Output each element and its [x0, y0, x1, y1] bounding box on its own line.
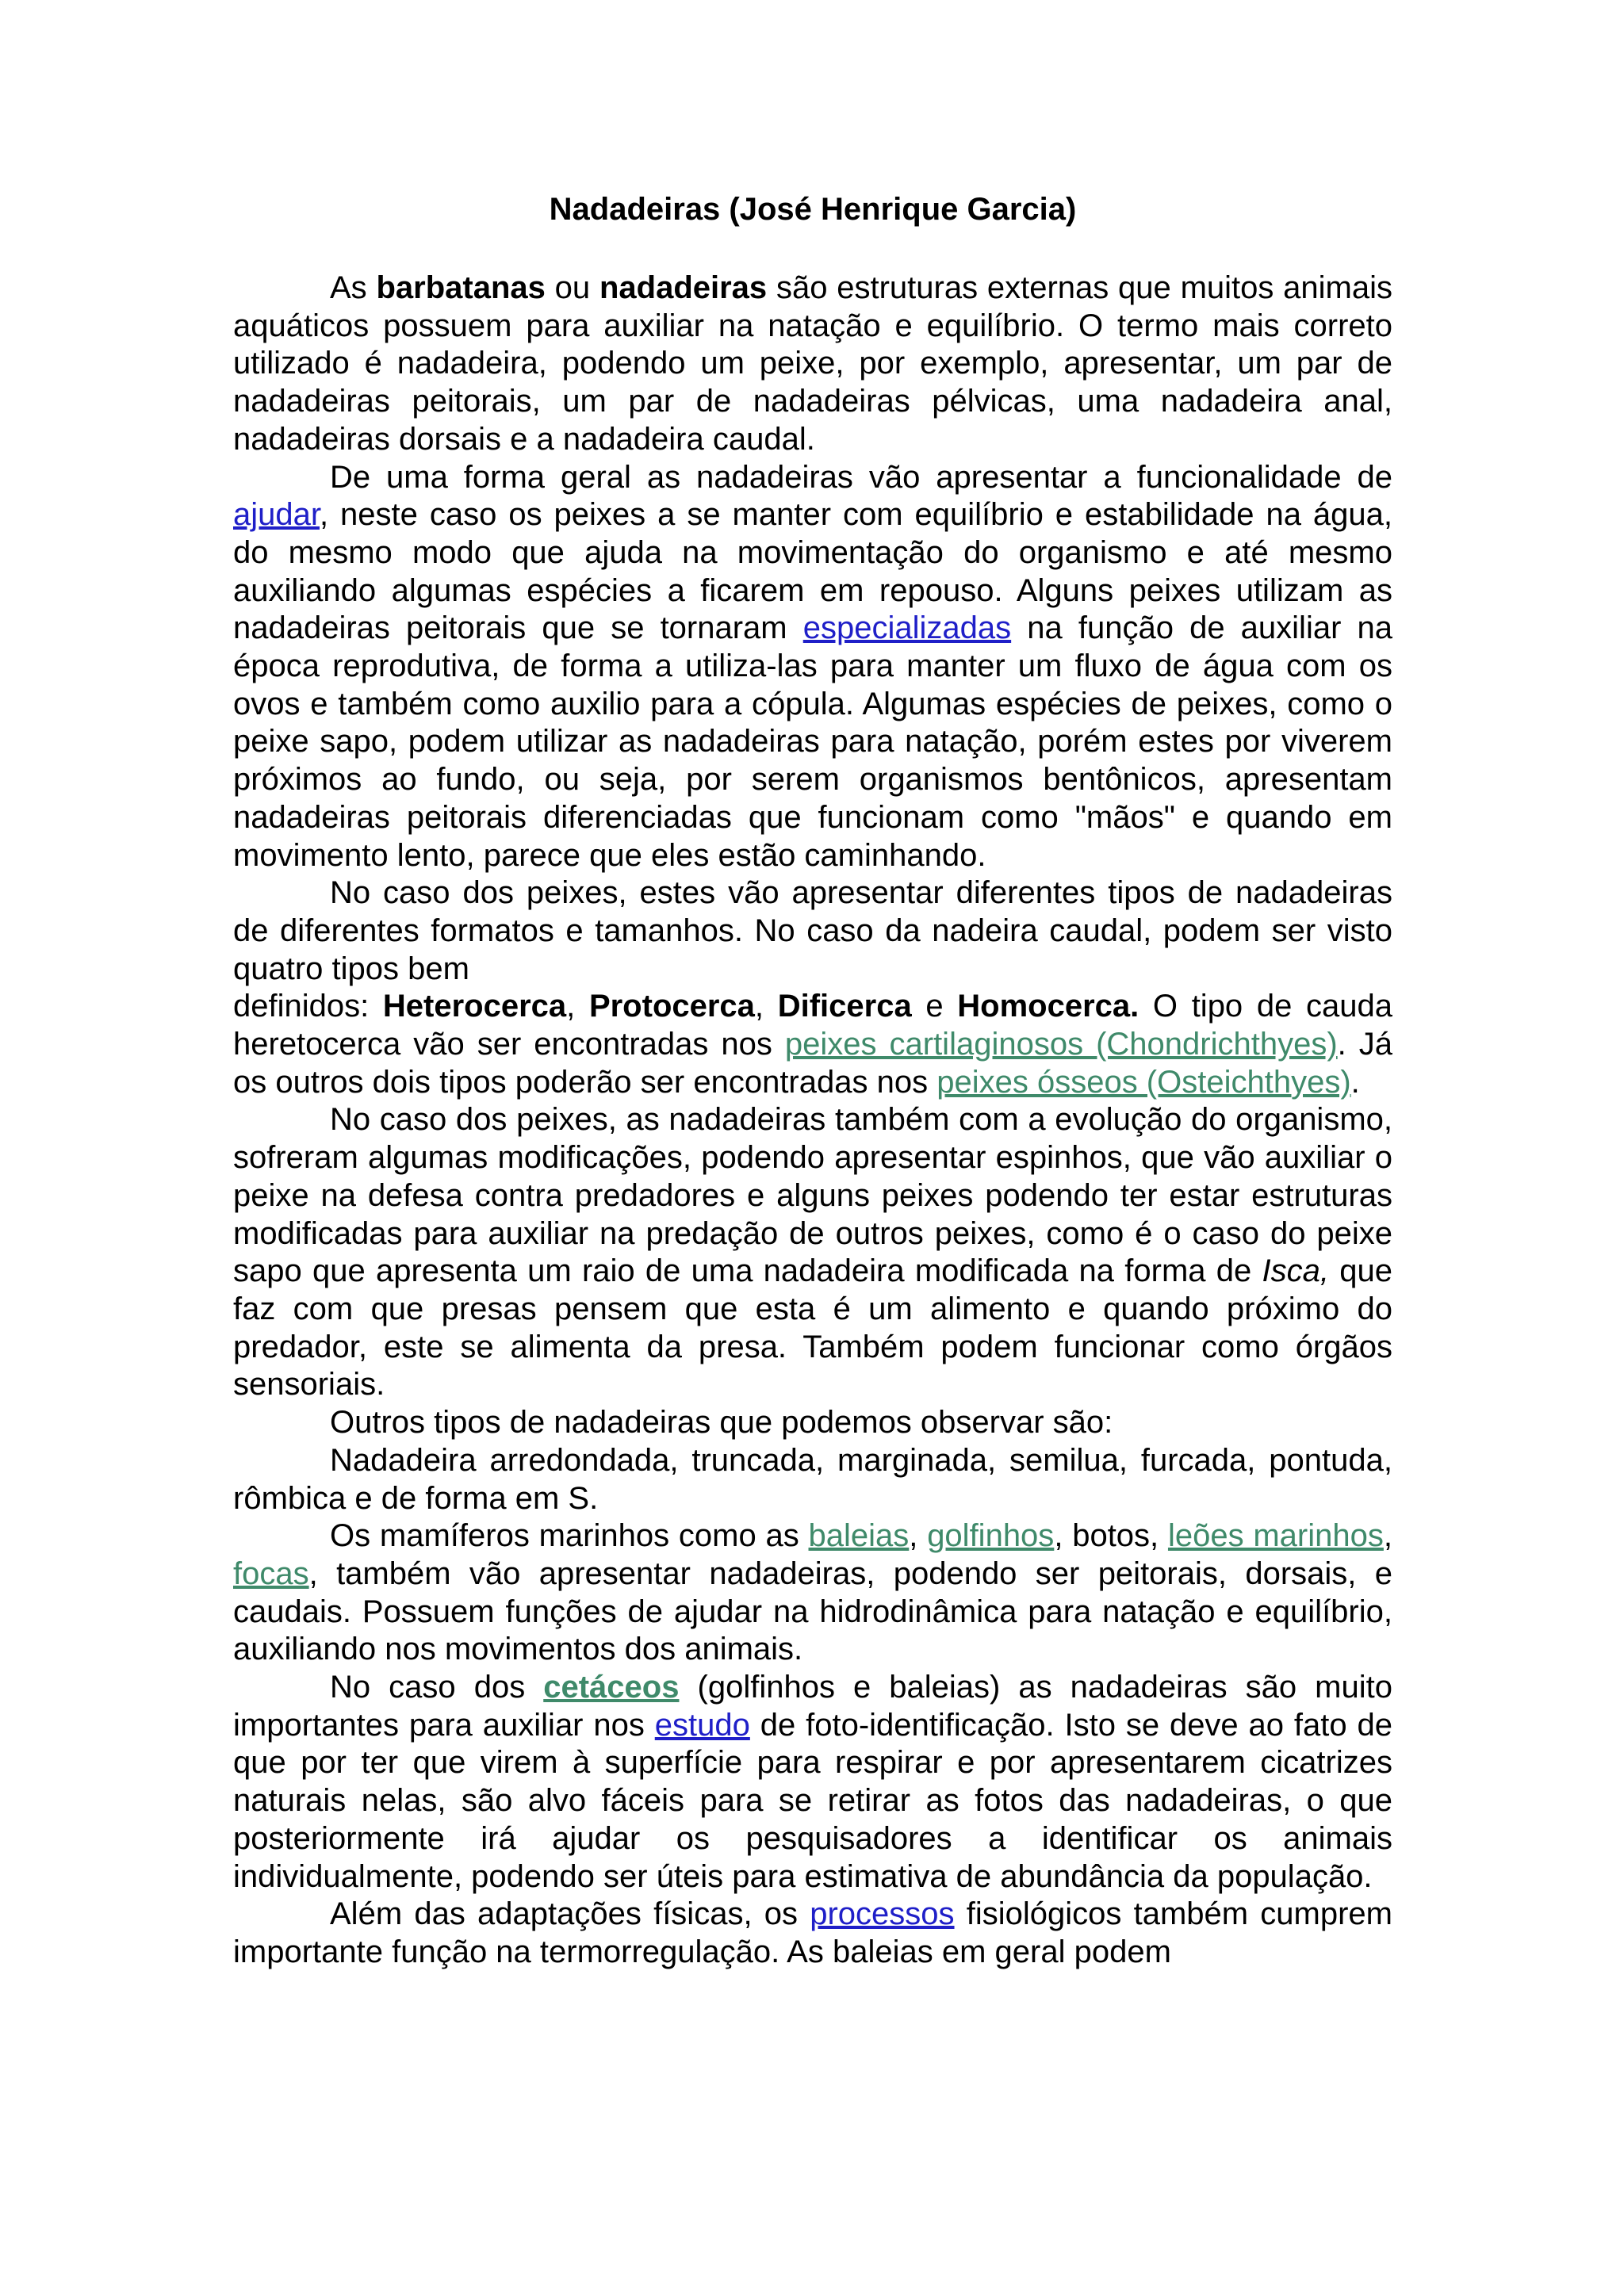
paragraph-outros-tipos	[233, 1404, 1392, 1442]
paragraph-modificacoes	[233, 1101, 1392, 1404]
text: ou	[545, 270, 599, 305]
text: (golfinhos e baleias) as nadadeiras são muito importantes para auxiliar nos	[233, 1670, 1392, 1743]
text: de foto-identificação. Isto se deve ao fato de que por ter que virem à superfície para respirar e por apresentarem cicatrizes naturais nelas, são alvo fáceis para se retirar as fotos das nadadeiras, o que posteriormente irá ajudar os pesquisadores a identificar os animais individualmente, podendo ser úteis para estimativa de abundância da população.	[233, 1707, 1392, 1894]
text: ,	[754, 989, 778, 1024]
text: No caso dos peixes, estes vão apresentar diferentes tipos de nadadeiras de diferentes formatos e tamanhos. No caso da nadeira caudal, podem ser visto quatro tipos bem	[233, 875, 1392, 986]
text: Além das adaptações físicas, os	[330, 1896, 810, 1932]
link-ajudar[interactable]: ajudar	[233, 497, 320, 533]
link-leoes-marinhos[interactable]: leões marinhos	[1167, 1518, 1384, 1554]
text: , neste caso os peixes a se manter com equilíbrio e estabilidade na água, do mesmo modo que ajuda na movimentação do organismo e até mesmo auxiliando algumas espécies a ficarem em repouso. Alguns peixes utilizam as nadadeiras peitorais que se tornaram	[233, 497, 1392, 646]
text: na função de auxiliar na época reprodutiva, de forma a utiliza-las para manter um fluxo de água com os ovos e também como auxilio para a cópula. Algumas espécies de peixes, como o peixe sapo, podem utilizar as nadadeiras para natação, porém estes por viverem próximos ao fundo, ou seja, por serem organismos bentônicos, apresentam nadadeiras peitorais diferenciadas que funcionam como "mãos" e quando em movimento lento, parece que eles estão caminhando.	[233, 610, 1393, 873]
link-especializadas[interactable]: especializadas	[802, 610, 1012, 646]
text: ,	[909, 1518, 928, 1554]
paragraph-tipos-cauda	[233, 874, 1392, 1101]
text: que faz com que presas pensem que esta é um alimento e quando próximo do predador, este se alimenta da presa. Também podem funcionar como órgãos sensoriais.	[233, 1253, 1392, 1402]
bold-term-nadadeiras: nadadeiras	[599, 270, 768, 305]
text: e	[911, 989, 958, 1024]
bold-term-homocerca: Homocerca.	[957, 989, 1139, 1024]
document-page	[233, 187, 1392, 1972]
link-peixes-cartilaginosos[interactable]: peixes cartilaginosos (Chondrichthyes)	[784, 1027, 1338, 1062]
bold-term-dificerca: Dificerca	[777, 989, 912, 1024]
text: definidos:	[233, 989, 383, 1024]
link-processos[interactable]: processos	[810, 1896, 955, 1932]
text: O tipo de cauda heretocerca vão ser encontradas nos	[233, 989, 1392, 1062]
link-focas[interactable]: focas	[233, 1556, 309, 1591]
text: . Já os outros dois tipos poderão ser encontradas nos	[233, 1027, 1392, 1100]
link-golfinhos[interactable]: golfinhos	[927, 1518, 1055, 1554]
text: No caso dos peixes, as nadadeiras também com a evolução do organismo, sofreram algumas modificações, podendo apresentar espinhos, que vão auxiliar o peixe na defesa contra predadores e alguns peixes podendo ter estar estruturas modificadas para auxiliar na predação de outros peixes, como é o caso do peixe sapo que apresenta um raio de uma nadadeira modificada na forma de	[233, 1102, 1392, 1289]
paragraph-barbatanas	[233, 270, 1392, 459]
link-baleias[interactable]: baleias	[808, 1518, 910, 1554]
text: No caso dos	[330, 1670, 544, 1705]
italic-term-isca: Isca,	[1262, 1253, 1329, 1289]
link-estudo[interactable]: estudo	[654, 1707, 750, 1743]
link-peixes-osseos[interactable]: peixes ósseos (Osteichthyes)	[936, 1064, 1351, 1100]
text: ,	[566, 989, 589, 1024]
title-spacer	[233, 232, 1392, 270]
text: De uma forma geral as nadadeiras vão apresentar a funcionalidade de	[330, 459, 1392, 495]
paragraph-cetaceos	[233, 1669, 1392, 1896]
text: , também vão apresentar nadadeiras, podendo ser peitorais, dorsais, e caudais. Possuem funções de ajudar na hidrodinâmica para natação e equilíbrio, auxiliando nos movimentos dos animais.	[233, 1556, 1392, 1667]
text: Os mamíferos marinhos como as	[330, 1518, 809, 1554]
paragraph-termorregulacao	[233, 1896, 1392, 1971]
paragraph-formas	[233, 1442, 1392, 1517]
link-cetaceos[interactable]: cetáceos	[543, 1670, 680, 1705]
text: ,	[1383, 1518, 1392, 1554]
bold-term-protocerca: Protocerca	[588, 989, 755, 1024]
paragraph-mamiferos	[233, 1517, 1392, 1669]
document-title: Nadadeiras (José Henrique Garcia)	[549, 192, 1077, 227]
text: As	[330, 270, 377, 305]
bold-term-barbatanas: barbatanas	[376, 270, 546, 305]
text: Nadadeira arredondada, truncada, marginada, semilua, furcada, pontuda, rômbica e de forma em S.	[233, 1442, 1392, 1516]
paragraph-funcionalidade	[233, 459, 1392, 875]
text: fisiológicos também cumprem importante função na termorregulação. As baleias em geral podem	[233, 1896, 1392, 1969]
text: , botos,	[1054, 1518, 1168, 1554]
text: .	[1350, 1064, 1360, 1100]
text: são estruturas externas que muitos animais aquáticos possuem para auxiliar na natação e equilíbrio. O termo mais correto utilizado é nadadeira, podendo um peixe, por exemplo, apresentar, um par de nadadeiras peitorais, um par de nadadeiras pélvicas, uma nadadeira anal, nadadeiras dorsais e a nadadeira caudal.	[233, 270, 1393, 457]
text: Outros tipos de nadadeiras que podemos observar são:	[330, 1405, 1113, 1441]
bold-term-heterocerca: Heterocerca	[382, 989, 567, 1024]
